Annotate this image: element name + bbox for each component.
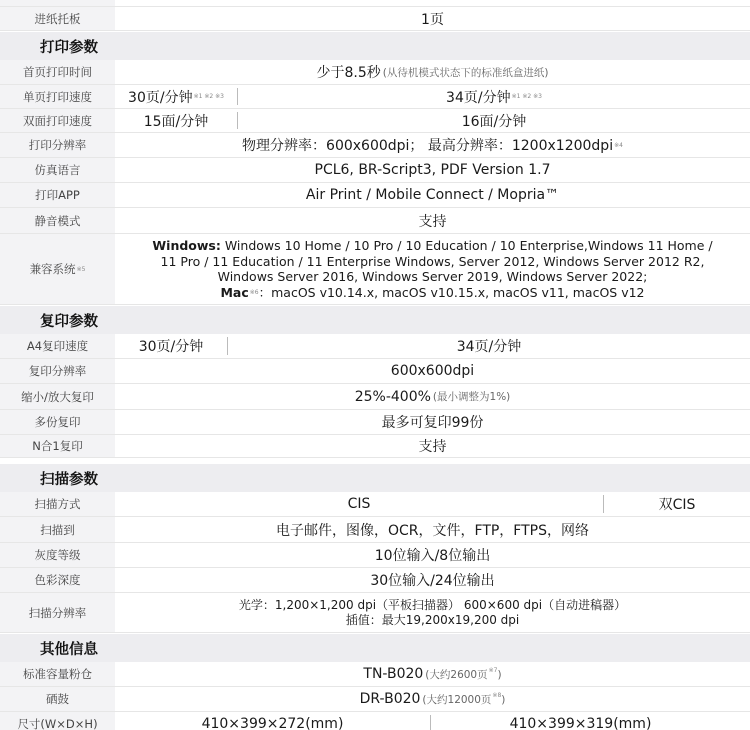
value-text: 30页/分钟 — [128, 89, 193, 106]
os-text: Windows 10 Home / 10 Pro / 10 Education / 10 Enterprise,Windows 11 Home / — [220, 238, 713, 253]
spec-row-color-depth — [0, 568, 750, 593]
value-text: DR-B020 — [359, 691, 421, 707]
value-note: (从待机模式状态下的标准纸盒进纸) — [382, 66, 549, 79]
spec-row-scan-resolution — [0, 593, 750, 633]
spec-row-simplex — [0, 85, 750, 109]
os-prefix-mac: Mac — [220, 284, 249, 300]
footnote-mark: ※1 ※2 ※3 — [511, 93, 542, 100]
spec-row-tray — [0, 7, 750, 31]
value-right: 410×399×319(mm) — [509, 716, 652, 730]
section-header-copy — [0, 306, 750, 334]
footnote-mark: ※8 — [492, 691, 502, 699]
value-text: 少于8.5秒 — [316, 65, 381, 81]
value-note: (最小调整为1%) — [432, 391, 511, 403]
row-value — [115, 133, 750, 157]
scan-res-line: 插值：最大19,200x19,200 dpi — [345, 612, 520, 627]
section-title: 扫描参数 — [40, 471, 98, 488]
row-value — [115, 593, 750, 632]
row-label: 单页打印速度 — [0, 85, 115, 108]
row-value: Air Print / Mobile Connect / Mopria™ — [305, 187, 560, 203]
spec-row-copy-speed — [0, 334, 750, 359]
row-label: 灰度等级 — [0, 543, 115, 567]
value-left — [115, 85, 237, 108]
label-text: 兼容系统 — [29, 262, 76, 276]
value-text: 25%-400% — [354, 388, 431, 405]
row-value: 1页 — [421, 11, 444, 28]
row-value — [115, 662, 750, 686]
row-value: 电子邮件，图像，OCR，文件，FTP，FTPS，网络 — [275, 522, 589, 539]
value-text: 34页/分钟 — [446, 89, 511, 106]
value-right: 16面/分钟 — [461, 113, 527, 130]
row-label: 仿真语言 — [0, 158, 115, 182]
row-value: 支持 — [418, 439, 447, 455]
spec-row-duplex — [0, 109, 750, 133]
row-value: 支持 — [418, 213, 447, 230]
row-label — [0, 0, 115, 6]
spec-row-print-resolution — [0, 133, 750, 158]
footnote-mark: ※5 — [76, 265, 86, 273]
row-value: 最多可复印99份 — [381, 415, 484, 431]
row-label: 扫描分辨率 — [0, 593, 115, 632]
row-label — [0, 234, 115, 304]
value-left: 30页/分钟 — [138, 339, 204, 355]
row-label: 打印分辨率 — [0, 133, 115, 157]
spec-row-scan-to — [0, 517, 750, 543]
row-value: 10位输入/8位输出 — [374, 548, 491, 564]
row-value — [115, 687, 750, 711]
row-label: 进纸托板 — [0, 7, 115, 30]
os-prefix-windows: Windows: — [152, 238, 221, 253]
row-label: 静音模式 — [0, 208, 115, 233]
spec-row-zoom — [0, 384, 750, 410]
row-label: 首页打印时间 — [0, 60, 115, 84]
row-label: 双面打印速度 — [0, 109, 115, 132]
section-header-print — [0, 32, 750, 60]
row-label: 扫描方式 — [0, 492, 115, 516]
row-label: 多份复印 — [0, 410, 115, 434]
spec-row-multi-copy — [0, 410, 750, 435]
row-label: 硒鼓 — [0, 687, 115, 711]
row-label: A4复印速度 — [0, 334, 115, 358]
section-header-scan — [0, 464, 750, 492]
section-title: 其他信息 — [40, 641, 98, 658]
os-line: 11 Pro / 11 Education / 11 Enterprise Windows, Server 2012, Windows Server 2012 R2, — [160, 253, 705, 269]
value-text: 物理分辨率：600x600dpi； 最高分辨率：1200x1200dpi — [242, 138, 614, 154]
spec-row-quiet — [0, 208, 750, 234]
row-label: 尺寸(W×D×H) — [0, 712, 115, 730]
value-left: 410×399×272(mm) — [201, 716, 344, 730]
row-label: N合1复印 — [0, 435, 115, 457]
spec-row-first-page — [0, 60, 750, 85]
row-value: 600x600dpi — [390, 363, 475, 379]
spec-row-gray — [0, 543, 750, 568]
footnote-mark: ※6 — [249, 288, 259, 296]
spec-row-size — [0, 712, 750, 730]
os-line — [152, 238, 712, 254]
os-text: ：macOS v10.14.x, macOS v10.15.x, macOS v11, macOS v12 — [258, 284, 645, 300]
row-value: 30位输入/24位输出 — [370, 573, 495, 589]
section-header-other — [0, 634, 750, 662]
row-value — [115, 384, 750, 409]
row-label: 扫描到 — [0, 517, 115, 542]
row-value — [115, 60, 750, 84]
value-right: 34页/分钟 — [456, 339, 522, 355]
scan-res-line: 光学：1,200×1,200 dpi（平板扫描器） 600×600 dpi（自动进稿器） — [238, 597, 627, 612]
value-right — [238, 85, 750, 108]
section-title: 打印参数 — [40, 39, 98, 56]
value-left: 15面/分钟 — [143, 113, 209, 130]
footnote-mark: ※4 — [614, 141, 623, 149]
row-value: PCL6, BR-Script3, PDF Version 1.7 — [314, 162, 551, 178]
row-value — [115, 234, 750, 304]
row-label: 标准容量粉仓 — [0, 662, 115, 686]
value-note: (大约2600页$^{※7}$) — [425, 666, 502, 681]
value-note: (大约12000页$^{※8}$) — [422, 691, 506, 706]
value-right: 双CIS — [658, 497, 696, 513]
spec-row-os — [0, 234, 750, 305]
value-text: TN-B020 — [363, 666, 424, 682]
spec-row-nup — [0, 435, 750, 458]
spec-row-app — [0, 183, 750, 208]
section-title: 复印参数 — [40, 313, 98, 330]
row-label: 打印APP — [0, 183, 115, 207]
footnote-mark: ※7 — [488, 666, 498, 674]
row-label: 缩小/放大复印 — [0, 384, 115, 409]
spec-row-toner — [0, 662, 750, 687]
os-line: Windows Server 2016, Windows Server 2019, Windows Server 2022; — [217, 269, 648, 284]
os-line — [220, 285, 644, 301]
spec-row-partial — [0, 0, 750, 7]
row-label: 色彩深度 — [0, 568, 115, 592]
spec-row-emulation — [0, 158, 750, 183]
value-left: CIS — [347, 496, 371, 512]
spec-row-drum — [0, 687, 750, 712]
row-label: 复印分辨率 — [0, 359, 115, 383]
spec-row-copy-resolution — [0, 359, 750, 384]
spec-row-scan-method — [0, 492, 750, 517]
footnote-mark: ※1 ※2 ※3 — [193, 93, 224, 100]
